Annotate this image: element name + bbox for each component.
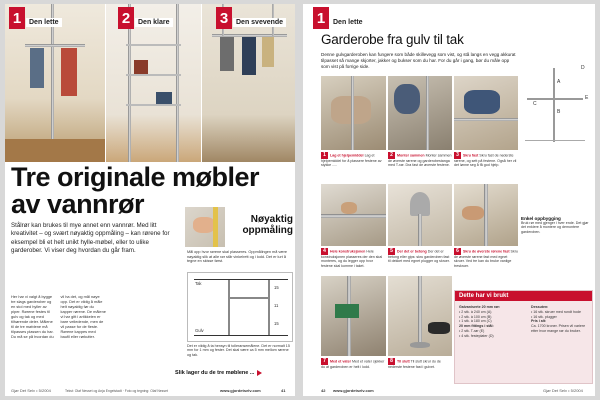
step-photo-6: [454, 184, 518, 246]
step-title: Skru fast: [463, 153, 479, 158]
step-number: 6: [454, 248, 461, 255]
headline-line2: av vannrør: [11, 189, 145, 219]
step-caption-7: [321, 358, 385, 369]
step-text: Skru fast de nederste rørene, og sett på festene. Også her vil det lønne seg å få god hjelp.: [454, 153, 517, 168]
tab-number: 2: [118, 7, 134, 29]
materials-line: Ca. 1700 kroner. Prisen vil variere etter hvor mange rør du bruker.: [531, 324, 586, 333]
tab-title: Den lette: [26, 18, 62, 27]
materials-line: • 4 stk. festeplater (D): [459, 333, 494, 338]
materials-line: • 2 stk. T-rør (E): [459, 328, 485, 333]
step-title: Hele konstruksjonen: [330, 249, 366, 254]
step-photo-8: [388, 276, 452, 356]
step-text: Med et vater sjekker du at garderoben er helt i lodd.: [321, 359, 385, 369]
step-number: 7: [321, 358, 328, 365]
materials-box: [454, 290, 593, 384]
materials-line: • 2 stk. à 240 cm (A): [459, 309, 492, 314]
footer-issue: Gjør Det Selv • 5/2004: [11, 388, 51, 393]
tip-title: Enkel oppbygging: [521, 216, 561, 221]
arrow-right-icon: [257, 370, 262, 376]
step-caption-2: [388, 152, 452, 168]
step-photo-4: [321, 184, 386, 246]
box-title-line1: Nøyaktig: [250, 214, 293, 225]
page-number: 41: [281, 388, 286, 393]
step-caption-3: [454, 152, 518, 168]
step-title: Monter sammen: [397, 153, 425, 158]
tab-1: [9, 8, 62, 28]
tab-1: [313, 8, 366, 28]
tab-title: Den klare: [135, 18, 173, 27]
footer-issue: Gjør Det Selv • 5/2004: [543, 388, 583, 393]
diagram-caption: Det er viktig å ta hensyn til tolleransemålene. Det er normalt 15 mm for 1 mm og fester. Det skal være ca 5 mm mellom rørene og tak.: [187, 344, 290, 357]
cta-text: [175, 370, 295, 376]
box-text: Mål opp hvor rørene skal plasseres. Oppmålingen må være nøyaktig slik at alle rør står vinkelrett og i lodd. Det er lurt å tegne en skisse først.: [187, 250, 288, 264]
tab-number: 3: [216, 7, 232, 29]
step-caption-4: [321, 248, 385, 268]
box-title: [227, 214, 293, 236]
materials-line: • 2 stk. à 100 cm (B): [459, 314, 492, 319]
materials-line: • 16 stk. plugger: [531, 314, 557, 319]
step-text: Monter sammen de øverste rørene og garderobestanga med T-rør. Dra fast de øverste festene.: [388, 153, 452, 168]
label-m1: 15: [274, 285, 279, 290]
step-number: 5: [388, 248, 395, 255]
step-text: Der det er betong eller gips: skru garderoben fast til dekket med egnet plugger og skruer.: [388, 249, 450, 264]
materials-line: • 16 stk. skruer med rundt hode: [531, 309, 581, 314]
step-photo-1: [321, 76, 386, 150]
step-number: 3: [454, 152, 461, 159]
step-text: Hele konstruksjonen plasseres der den skal monteres, og du legger opp hvor festene skal komme i taket.: [321, 249, 383, 268]
diagram-letter-a: A: [557, 79, 561, 85]
step-number: 8: [388, 358, 395, 365]
label-m3: 15: [274, 321, 279, 326]
step-caption-1: [321, 152, 385, 168]
page-title: Garderobe fra gulv til tak: [321, 32, 464, 47]
label-floor: Gulv: [195, 328, 204, 333]
step-title: Skru de øverste rørene fast: [463, 249, 510, 254]
tip-text: Bruk rør med gjenger i hver ende. Det gjør det enklere å montere og demontere garderoben.: [521, 221, 589, 234]
step-text: Skru de øverste rørene fast med egnet skruer. Ved tre kan du bruke vanlige treskruer.: [454, 249, 518, 268]
step-photo-3: [454, 76, 518, 150]
step-title: Der det er betong: [397, 249, 427, 254]
materials-col1: [459, 305, 527, 339]
step-title: Med et vater: [330, 359, 351, 364]
photo-measuring-hand: [185, 207, 225, 247]
step-photo-5: [388, 184, 452, 246]
tab-title: Den lette: [330, 18, 366, 27]
cta-label: Slik lager du de tre møblene ...: [175, 370, 255, 376]
body-text-2: [109, 294, 183, 372]
footer-credits: Tekst: Olaf Nesset og Anja Engelstadt · Foto og tegning: Olaf Nesset: [65, 389, 168, 393]
step-text: Lag et hjelpemiddel for å plassere festene av stykke .....: [321, 153, 382, 168]
footer-url: www.gjordetselv.com: [333, 388, 374, 393]
step-number: 4: [321, 248, 328, 255]
tab-title: Den svevende: [233, 18, 286, 27]
body-text: Her har vi valgt å bygge tre slags garderober og en stol med hyller av piper. Rørene festes til gulv og tak og med tilhørende deler. Målene til de tre møblene må tilpasses plassen du har. Du må se på hvordan du vil ha det, og mål nøye opp. Det er viktig å måle helt nøyaktig før du kapper rørene. De målene vi har gitt i artikkelen er bare veiledende, men de vil passe for de fleste. Rørene kappes med baufil eller rørkutter.: [11, 294, 106, 339]
tab-3: [216, 8, 286, 28]
box-title-line2: oppmåling: [242, 225, 293, 236]
frame-diagram: [523, 66, 593, 146]
label-m2: 11: [274, 303, 279, 308]
measure-diagram: [187, 272, 293, 342]
headline: [11, 164, 291, 218]
materials-line: Galvaniserte 20 mm rør:: [459, 305, 501, 309]
headline-line1: Tre originale møbler: [11, 162, 260, 192]
intro-text: Stålrør kan brukes til mye annet enn vannrør. Med litt kreativitet – og svært nøyaktig oppmåling – kan rørene for eksempel bli et helt unikt hylle-møbel, eller to ulike garderober. Vi viser deg hvordan du går fram.: [11, 222, 170, 255]
tab-number: 1: [9, 7, 25, 29]
step-title: Lag et hjelpemiddel: [330, 153, 364, 158]
page-number: 42: [321, 388, 326, 393]
materials-line: 20 mm fittings i stål:: [459, 324, 494, 329]
materials-line: Dessuten:: [531, 305, 549, 309]
step-photo-2: [388, 76, 452, 150]
diagram-letter-d: D: [581, 65, 585, 71]
step-photo-7: [321, 276, 386, 356]
footer-url: www.gjordetselv.com: [220, 388, 261, 393]
diagram-letter-e: E: [585, 95, 589, 101]
diagram-letter-b: B: [557, 109, 561, 115]
materials-line: Pris i alt:: [531, 319, 547, 324]
step-text: Til slutt skrur du de nederste festene fast i gulvet.: [388, 359, 441, 369]
step-number: 2: [388, 152, 395, 159]
step-title: Til slutt: [397, 359, 410, 364]
step-number: 1: [321, 152, 328, 159]
right-page: [303, 4, 595, 396]
tip-box: [521, 216, 593, 234]
tab-number: 1: [313, 7, 329, 29]
step-caption-5: [388, 248, 452, 264]
diagram-letter-c: C: [533, 101, 537, 107]
page-intro: Denne gulvgarderoben kan fungere som både skillevegg som vist, og stå langs en vegg akkurat tilpasset så mange skjorter, jakker og bukser som du har. For du går i gang, bør du måle opp som vist på forrige side.: [321, 52, 516, 69]
step-caption-6: [454, 248, 518, 268]
step-caption-8: [388, 358, 452, 369]
label-ceiling: Tak: [195, 281, 202, 286]
materials-line: • 1 stk. à 180 cm (C): [459, 319, 492, 324]
materials-col2: [531, 305, 591, 334]
left-page: [5, 4, 295, 396]
tab-2: [118, 8, 173, 28]
materials-title: Dette har vi brukt: [455, 291, 592, 301]
